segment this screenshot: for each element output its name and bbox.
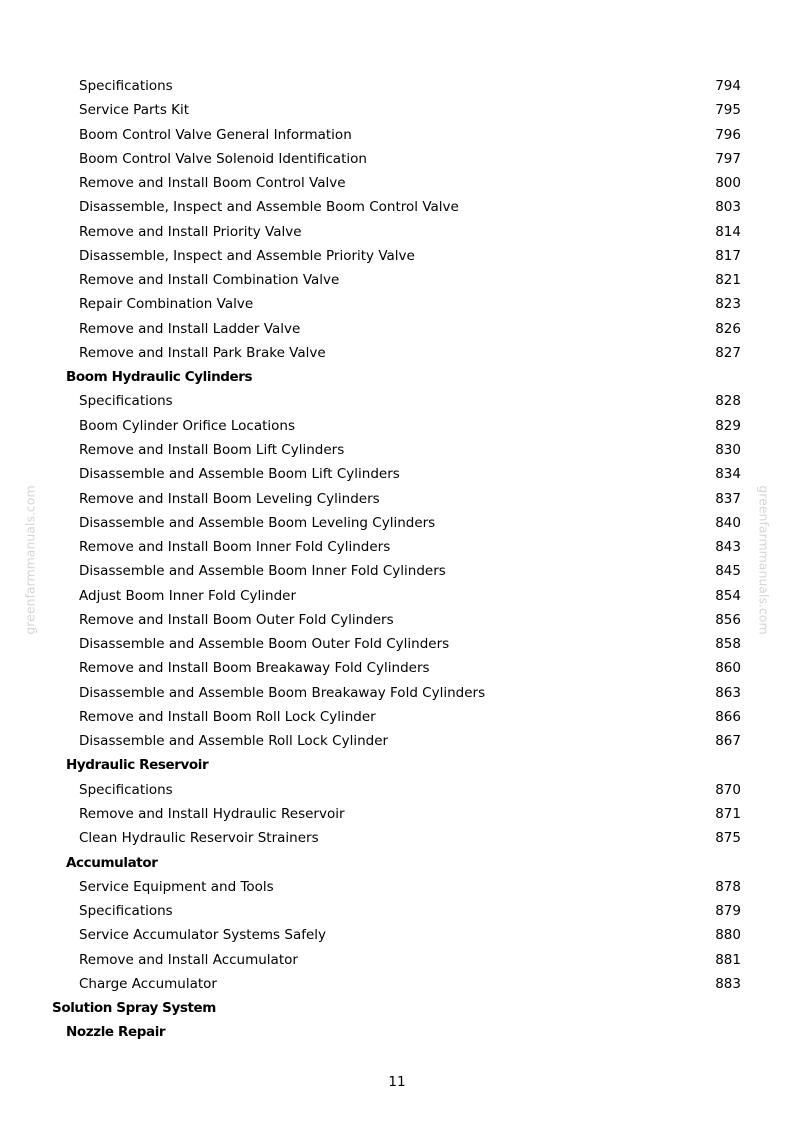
toc-entry[interactable] [0,949,794,973]
toc-entry[interactable] [0,488,794,512]
toc-entry-title: Boom Control Valve Solenoid Identification [79,150,367,167]
toc-entry[interactable] [0,221,794,245]
toc-entry-title: Clean Hydraulic Reservoir Strainers [79,830,319,847]
toc-entry-page: 863 [715,684,741,701]
toc-entry-page: 854 [715,587,741,604]
toc-entry[interactable] [0,172,794,196]
toc-entry-page: 827 [715,344,741,361]
toc-entry-title: Remove and Install Park Brake Valve [79,344,326,361]
toc-entry[interactable] [0,560,794,584]
toc-entry-title: Remove and Install Boom Inner Fold Cylinders [79,539,391,556]
toc-entry[interactable] [0,536,794,560]
toc-entry-title: Charge Accumulator [79,975,217,992]
table-of-contents [0,75,794,1046]
toc-entry-page: 830 [715,441,741,458]
toc-entry-title: Remove and Install Boom Outer Fold Cylinders [79,611,394,628]
toc-entry-title: Specifications [79,781,173,798]
toc-entry-page: 871 [715,805,741,822]
toc-section-heading [0,1021,794,1045]
toc-entry[interactable] [0,196,794,220]
page-number: 11 [388,1074,406,1090]
toc-entry-page: 843 [715,539,741,556]
toc-entry-title: Disassemble and Assemble Boom Breakaway Fold Cylinders [79,684,486,701]
toc-entry[interactable] [0,730,794,754]
toc-entry-title: Hydraulic Reservoir [66,757,209,774]
toc-entry-page: 829 [715,417,741,434]
toc-entry-title: Disassemble, Inspect and Assemble Boom Control Valve [79,199,459,216]
toc-entry[interactable] [0,342,794,366]
toc-entry-page: 856 [715,611,741,628]
watermark-right: greenfarmmanuals.com [756,485,772,635]
toc-entry[interactable] [0,99,794,123]
toc-entry-page: 796 [715,126,741,143]
toc-entry[interactable] [0,682,794,706]
toc-entry-title: Specifications [79,903,173,920]
toc-entry[interactable] [0,585,794,609]
toc-entry-title: Disassemble and Assemble Boom Inner Fold Cylinders [79,563,446,580]
toc-entry-title: Remove and Install Boom Leveling Cylinders [79,490,380,507]
toc-entry-page: 840 [715,514,741,531]
toc-entry-title: Remove and Install Priority Valve [79,223,302,240]
toc-entry[interactable] [0,439,794,463]
toc-entry-page: 860 [715,660,741,677]
toc-entry-page: 870 [715,781,741,798]
toc-entry-page: 875 [715,830,741,847]
toc-entry-title: Repair Combination Valve [79,296,254,313]
watermark-left: greenfarmmanuals.com [22,485,38,635]
toc-entry-page: 821 [715,272,741,289]
toc-entry-title: Boom Cylinder Orifice Locations [79,417,295,434]
toc-entry-page: 797 [715,150,741,167]
toc-entry-title: Boom Hydraulic Cylinders [66,369,253,386]
toc-entry[interactable] [0,390,794,414]
toc-entry-title: Disassemble, Inspect and Assemble Priority Valve [79,247,415,264]
toc-entry[interactable] [0,269,794,293]
toc-entry-page: 823 [715,296,741,313]
toc-entry-title: Remove and Install Combination Valve [79,272,340,289]
toc-entry-title: Specifications [79,393,173,410]
toc-entry-page: 814 [715,223,741,240]
toc-entry-title: Nozzle Repair [66,1024,166,1041]
toc-entry-page: 826 [715,320,741,337]
toc-entry-title: Disassemble and Assemble Boom Outer Fold Cylinders [79,636,450,653]
toc-entry-page: 794 [715,78,741,94]
toc-section-heading [0,852,794,876]
toc-entry-title: Remove and Install Boom Control Valve [79,175,346,192]
toc-section-heading [0,997,794,1021]
toc-entry[interactable] [0,245,794,269]
toc-entry-title: Solution Spray System [52,1000,216,1017]
toc-entry-title: Disassemble and Assemble Roll Lock Cylinder [79,733,389,750]
toc-entry-page: 828 [715,393,741,410]
toc-entry[interactable] [0,318,794,342]
toc-entry[interactable] [0,973,794,997]
toc-entry[interactable] [0,900,794,924]
toc-entry[interactable] [0,803,794,827]
toc-entry-title: Remove and Install Boom Lift Cylinders [79,441,345,458]
toc-entry[interactable] [0,633,794,657]
toc-entry[interactable] [0,609,794,633]
toc-entry-title: Service Equipment and Tools [79,878,274,895]
toc-entry-page: 881 [715,951,741,968]
toc-entry-title: Disassemble and Assemble Boom Lift Cylinders [79,466,400,483]
toc-entry-title: Adjust Boom Inner Fold Cylinder [79,587,297,604]
toc-entry-page: 883 [715,975,741,992]
toc-entry-page: 800 [715,175,741,192]
toc-entry-page: 837 [715,490,741,507]
toc-entry[interactable] [0,706,794,730]
toc-entry-page: 817 [715,247,741,264]
toc-entry-page: 834 [715,466,741,483]
toc-section-heading [0,754,794,778]
toc-entry-page: 880 [715,927,741,944]
toc-entry-title: Remove and Install Boom Breakaway Fold Cylinders [79,660,430,677]
toc-entry-page: 858 [715,636,741,653]
toc-entry[interactable] [0,415,794,439]
toc-entry-title: Remove and Install Ladder Valve [79,320,301,337]
toc-entry[interactable] [0,779,794,803]
toc-entry-page: 803 [715,199,741,216]
toc-entry[interactable] [0,293,794,317]
toc-entry-title: Remove and Install Boom Roll Lock Cylinder [79,708,376,725]
toc-entry-page: 795 [715,102,741,119]
toc-entry-page: 879 [715,903,741,920]
toc-entry[interactable] [0,512,794,536]
toc-section-heading [0,366,794,390]
toc-entry-title: Service Parts Kit [79,102,190,119]
toc-entry-title: Specifications [79,78,173,94]
toc-entry-page: 867 [715,733,741,750]
toc-entry[interactable] [0,827,794,851]
toc-entry[interactable] [0,148,794,172]
toc-entry-title: Remove and Install Hydraulic Reservoir [79,805,345,822]
toc-entry[interactable] [0,463,794,487]
toc-entry-title: Remove and Install Accumulator [79,951,298,968]
toc-entry-page: 878 [715,878,741,895]
toc-entry-page: 845 [715,563,741,580]
toc-entry[interactable] [0,876,794,900]
toc-entry-page: 866 [715,708,741,725]
toc-entry-title: Boom Control Valve General Information [79,126,352,143]
toc-entry-title: Accumulator [66,854,158,871]
toc-entry-title: Service Accumulator Systems Safely [79,927,327,944]
toc-entry[interactable] [0,924,794,948]
toc-entry-title: Disassemble and Assemble Boom Leveling Cylinders [79,514,436,531]
toc-entry[interactable] [0,124,794,148]
toc-entry[interactable] [0,657,794,681]
toc-entry[interactable] [0,75,794,99]
